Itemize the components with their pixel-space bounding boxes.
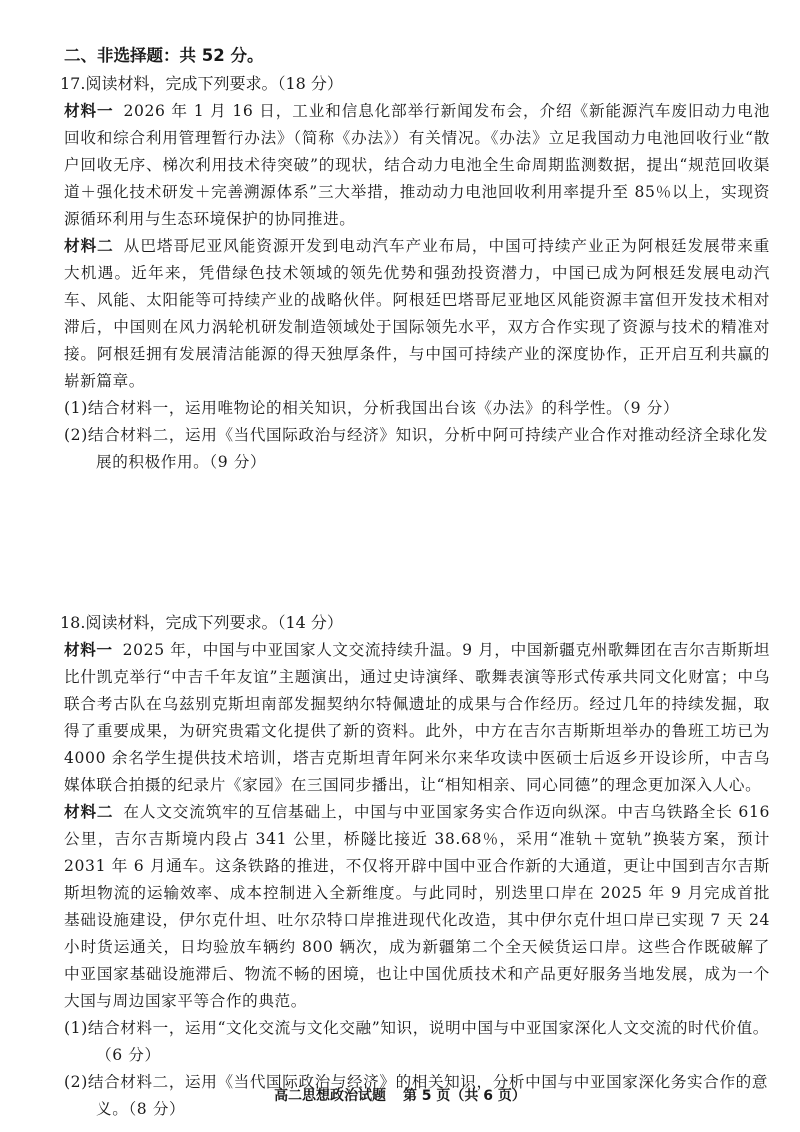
exam-page (60, 42, 770, 1123)
q17-subquestion-1: (1)结合材料一，运用唯物论的相关知识，分析我国出台该《办法》的科学性。（9 分） (64, 399, 680, 417)
page-footer (0, 1086, 800, 1106)
footer-page-number: 第 5 页（共 6 页） (402, 1088, 526, 1104)
q18-subquestion-2: (2)结合材料二，运用《当代国际政治与经济》的相关知识，分析中国与中亚国家深化务实合作的意义。（8 分） (64, 1073, 769, 1118)
q18-subquestion-1: (1)结合材料一，运用“文化交流与文化交融”知识，说明中国与中亚国家深化人文交流的时代价值。（6 分） (64, 1019, 769, 1064)
material-label: 材料二 (64, 237, 114, 255)
section-title: 二、非选择题：共 52 分。 (64, 46, 264, 65)
footer-course: 高二思想政治试题 (274, 1088, 387, 1104)
q17-subquestion-2: (2)结合材料二，运用《当代国际政治与经济》知识，分析中阿可持续产业合作对推动经济全球化发展的积极作用。（9 分） (64, 426, 769, 471)
question-18-title: 18.阅读材料，完成下列要求。（14 分） (60, 613, 343, 632)
material-label: 材料一 (64, 641, 113, 659)
q17-material-1 (64, 98, 770, 233)
question-18 (60, 609, 770, 1123)
question-17-title: 17.阅读材料，完成下列要求。（18 分） (60, 74, 343, 93)
material-label: 材料一 (64, 102, 114, 120)
q17-material-2 (64, 233, 770, 395)
q18-material-2 (64, 799, 770, 1015)
material-label: 材料二 (64, 803, 114, 821)
material-text: 从巴塔哥尼亚风能资源开发到电动汽车产业布局，中国可持续产业正为阿根廷发展带来重大机遇。近年来，凭借绿色技术领域的领先优势和强劲投资潜力，中国已成为阿根廷发展电动汽车、风能、太阳能等可持续产业的战略伙伴。阿根廷巴塔哥尼亚地区风能资源丰富但开发技术相对滞后，中国则在风力涡轮机研发制造领域处于国际领先水平，双方合作实现了资源与技术的精准对接。阿根廷拥有发展清洁能源的得天独厚条件，与中国可持续产业的深度协作，正开启互利共赢的崭新篇章。 (64, 237, 770, 390)
q18-material-1 (64, 637, 770, 799)
material-text: 2025 年，中国与中亚国家人文交流持续升温。9 月，中国新疆克州歌舞团在吉尔吉斯斯坦比什凯克举行“中吉千年友谊”主题演出，通过史诗演绎、歌舞表演等形式传承共同文化财富；中乌联合考古队在乌兹别克斯坦南部发掘契纳尔特佩遗址的成果与合作经历。经过几年的持续发掘，取得了重要成果，为研究贵霜文化提供了新的资料。此外，中方在吉尔吉斯斯坦举办的鲁班工坊已为 4000 余名学生提供技术培训，塔吉克斯坦青年阿米尔来华攻读中医硕士后返乡开设诊所，中吉乌媒体联合拍摄的纪录片《家园》在三国同步播出，让“相知相亲、同心同德”的理念更加深入人心。 (64, 641, 770, 794)
question-17 (60, 70, 770, 476)
material-text: 在人文交流筑牢的互信基础上，中国与中亚国家务实合作迈向纵深。中吉乌铁路全长 616 公里，吉尔吉斯境内段占 341 公里，桥隧比接近 38.68％，采用“准轨＋宽轨”换装方案，预计 2031 年 6 月通车。这条铁路的推进，不仅将开辟中国中亚合作新的大通道，更让中国到吉尔吉斯斯坦物流的运输效率、成本控制进入全新维度。与此同时，别迭里口岸在 2025 年 9 月完成首批基础设施建设，伊尔克什坦、吐尔尕特口岸推进现代化改造，其中伊尔克什坦口岸已实现 7 天 24 小时货运通关，日均验放车辆约 800 辆次，成为新疆第二个全天候货运口岸。这些合作既破解了中亚国家基础设施滞后、物流不畅的困境，也让中国优质技术和产品更好服务当地发展，成为一个大国与周边国家平等合作的典范。 (64, 803, 770, 1010)
material-text: 2026 年 1 月 16 日，工业和信息化部举行新闻发布会，介绍《新能源汽车废旧动力电池回收和综合利用管理暂行办法》（简称《办法》）有关情况。《办法》立足我国动力电池回收行业“散户回收无序、梯次利用技术待突破”的现状，结合动力电池全生命周期监测数据，提出“规范回收渠道＋强化技术研发＋完善溯源体系”三大举措，推动动力电池回收利用率提升至 85％以上，实现资源循环利用与生态环境保护的协同推进。 (64, 102, 770, 228)
